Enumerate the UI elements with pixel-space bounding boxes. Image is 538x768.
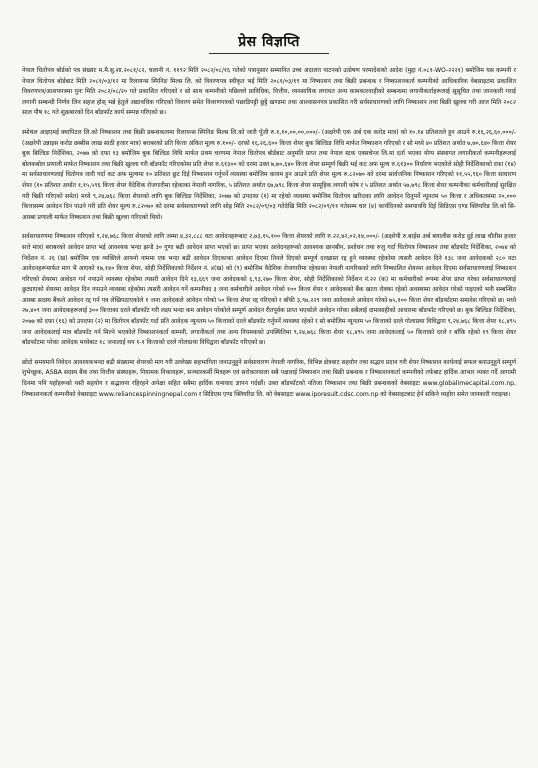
paragraph-offer-details: स्मोथल आइएमई क्यापिटल लि.को निष्काशन तथा बिक्री प्रबन्धकत्वमा रिलायन्स स्पिनिङ मिल्स लि.को जारी पूँजी रु.१,१०,००,००,०००/- (अक्षरेपी एक अर्ब एक करोड मात्र) को १०.१४ प्रतिशतले हुन आउने रु.१६,२६,६०,०००/- (अक्षरेपी उन्नाइस करोड छब्बीस लाख साठी हजार मात्र) बराबरको प्रति कित्ता अंकित मूल्य रु.१००/- दरको १६,२६,६०० कित्ता शेयर बुक बिल्डिङ विधि मार्फत निष्काशन गरिएको र सो मध्ये ४० प्रतिशत अर्थात ७,७०,६४० कित्ता शेयर बुक बिल्डिङ निर्देशिका, २०७७ को दफा १३ बमोजिम बुक बिल्डिङ विधि मार्फत प्रथम चरणमा नेपाल धितोपत्र बोर्डबाट अनुमति प्राप्त तथा नेपाल स्टक एक्सचेन्ज लि.मा दर्ता भएका योग्य संस्थागत लगानीकर्ता कम्पनीहरूलाई बोलकबोल प्रणाली मार्फत निष्काशन तथा बिक्री खुल्ला गरी बाँडफाँट गरिएकोमा प्रति शेयर रु.६१३०० को दरमा उक्त ७,७०,६४० कित्ता शेयर सम्पूर्ण बिक्री भई कट अफ मूल्य रु.६१३०० निर्धारण भएकोले सोही निर्देशिकाको दफा (१४) मा सर्वसाधारणलाई धितोपत्र जारी गर्दा कट अफ मूल्यमा १० प्रतिशत छुट दिई निष्काशन गर्नुपर्ने व्यवस्था बमोजिम कायम हुन आउने प्रति शेयर मूल्य रु.८२०७० को दरमा सार्वजनिक निष्काशन गरिएको ११,५५,९६० कित्ता साधारण शेयर (१० प्रतिशत अर्थात १,१५,५९६ कित्ता शेयर वैदेशिक रोजगारीमा रहेकाका नेपाली नागरिक, ५ प्रतिशत अर्थात ६७,७९८ कित्ता शेयर सामूहिक लगानी कोष र ५ प्रतिशत अर्थात ५७,७९८ कित्ता शेयर कम्पनीका कर्मचारीलाई सुरक्षित गरी बिक्री गरिएको समेत) मध्ये ९,२४,७६८ कित्ता शेयरको लागि बुक बिल्डिङ निर्देशिका, २०७७ को उपदफा (१) मा रहेको व्यवस्था बमोजिम धितोपत्र खरिदका लागि आवेदन दिनुपर्ने न्यूनतम ५० कित्ता र अधिकतममा २०,००० कित्तासम्म आवेदन दिन पाउने गरी प्रति शेयर मूल्य रु.८२०७० को दरमा सर्वसाधारणको लागि सोह्र मिति २०८२/०९/०३ गतेदेखि मिति २०८२/०९/११ गतेसम्म चार (४) कार्यदिनको समयावधि दिई सिडिएस एण्ड क्लियरिङ लि.को सि-आस्बा प्रणाली मार्फत निष्काशन तथा बिक्री खुल्ला गरिएको थियो। — [22, 128, 516, 221]
paragraph-intro: नेपाल धितोपत्र बोर्डको पत्र संख्याः म.मै.सु.शा.२०८१/८२, चलानी नं. ११९२ मिति २०८२/०८/१६ गतेको पत्रानुसार सम्मानित उच्च अदालत पाटनको उत्प्रेषण परमादेशको आदेश (मुद्दा नं.०८१-WO-२२२१) बमोजिम यस कम्पनी र नेपाल धितोपत्र बोर्डबाट मिति २०८१/०३/१२ मा रिलायन्स स्पिनिङ मिल्स लि. को विवरणपत्र स्वीकृत भई मिति २०८१/०३/१९ मा निष्काशन तथा बिक्री प्रबन्धक र निष्काशनकर्ता कम्पनीको आधिकारिक वेबसाइटमा प्रकाशित विवरणपत्र/आशयपत्रमा पुनः मिति २०८२/०८/२० गते प्रकाशित गरिएको र सो साथ कम्पनीको पछिल्लो प्राविधिक, वित्तीय, व्यवसायिक लगायत अन्य कामकारवाहीको सम्बन्धमा लगानीकर्ताहरूलाई सूसूचित तथा जानकारी गराई लगानी सम्बन्धी निर्णय लिन सहज होस् भन्ने हेतुले अद्यावधिक गरिएको विवरण समेत विवरणपत्रको पछाडिपट्टी छुट्टै खण्डमा तथा आश्वासनपत्र प्रकाशित गरी सर्वसाधारणको लागि निष्काशन तथा बिक्री खुल्ला गरी आज मिति २०८२ साल पौष १८ गते शुक्रबारको दिन बाँडफाँट कार्य सम्पन्न गरिएको छ। — [22, 67, 516, 117]
notice-title: प्रेस विज्ञप्ति — [209, 32, 329, 54]
paragraph-allotment: सर्वसाधारणमा निष्काशन गरिएको ९,२४,७६८ कित्ता शेयरको लागि जम्मा ४,३२,८८८ वटा आवेदनहरूबाट २,७३,१५,१०० कित्ता शेयरको लागि रु.२२,४२,०२,१४,०००/- (अक्षरेपी रु.बाईस अर्ब बयालीस करोड दुई लाख चौतीस हजार सत्ते मात्र) बराबरको आवेदन प्राप्त भई आवश्यक भन्दा झन्डै ३० गुणा बढी आवेदन प्राप्त भएको छ। प्राप्त भएका आवेदनहरूको आवश्यक छानबीन, प्रशोधन तथा रुजु गर्दा धितोपत्र निष्काशन तथा बाँडफाँट निर्देशिका, २०७४ को निर्देशन नं. २६ (ख) बमोजिम एक व्यक्तिले आफ्नो नाममा एक भन्दा बढी आवेदन दिएकाका आवेदन दिएमा तिनले दिएको सम्पूर्ण दरखास्त रद्द हुने व्यवस्था रहेकोमा त्यसरी आवेदन दिने १३८ जना आवेदकको २८० वटा आवेदनहरूमार्फत माग भै आएको १७,१४० कित्ता शेयर, सोही निर्देशिकाको निर्देशन नं. ४(ख) को (९) बमोजिम वैदेशिक रोजगारीमा रहेकाका नेपाली नागरिकको लागि निष्काशित शेयरमा आवेदन दिएमा सर्वसाधारणलाई निष्काशन गरिएको शेयरमा आवेदन गर्न नपाउने व्यवस्था रहेकोमा त्यसरी आवेदन दिने १३,६६९ जना आवेदकको ६,९३,२७० कित्ता शेयर, सोही निर्देशिकाको निर्देशन नं.२२ (क) मा कर्मचारीको रूपमा शेयर प्राप्त गरेका सर्वसाधारणलाई छुट्याएको शेयरमा आवेदन दिन नपाउने व्यवस्था रहेकोमा त्यसरी आवेदन गर्ने कम्पनीका ३ जना कर्मचारीले आवेदन गरेको १०० कित्ता शेयर र आवेदकको बैंक खाता रोक्का रहेको अवस्थामा आवेदन गरेको पाइएको भनी सम्बन्धित आस्बा सदस्य बैंकले आवेदन रद्द गर्न पत्र लेखिपठाएकोले १ जना आवेदकले आवेदन गरेको ५० कित्ता शेयर रद्द गरिएको र बाँकी ३,९७,२२९ जना आवेदकले आवेदन गरेको ७५,१०० कित्ता शेयर बाँडफाँटमा समावेश गरिएको छ। मध्ये २७,४०९ जना आवेदकहरूलाई ३०० कित्ताका दरले बाँडफाँट गरी लक्ष्य भन्दा कम आवेदन परेकोले सम्पूर्ण आवेदन रीतपूर्वक प्राप्त भएकोले आवेदन गरेका सबैलाई दामासाहीको आधारमा बाँडफाँट गरिएको छ। बुक बिल्डिङ निर्देशिका, २०७७ को दफा (१६) को उपदफा (२) मा धितोपत्र बाँडफाँट गर्दा प्रति आवेदक न्यूनतम ५० कित्ताको दरले बाँडफाँट गर्नुपर्ने व्यवस्था रहेको र सो बमोजिम न्यूनतम ५० कित्ताको दरले गोलाप्रथा विधिद्वारा ९,२४,७६८ कित्ता शेयर १८,४९५ जना आवेदकलाई मात्र बाँडफाँट गर्न मिल्ने भएकोले निष्काशनकर्ता कम्पनी, लगानीकर्ता तथा अन्य नियमकको उपस्थितिमा ९,२४,७६८ कित्ता शेयर १८,४९५ जना आवेदकलाई ५० कित्ताको दरले र बाँकि रहेको १९ कित्ता शेयर बाँडफाँटमा परेका आवेदक मध्येबाट १८ जनालाई थप १-१ कित्ताको दरले गोलाप्रथा विधिद्वारा बाँडफाँट गरिएको छ। — [22, 233, 516, 347]
paragraph-thanks: छोटो समयमानै निवेदन आवश्यकभन्दा बढी संख्यामा शेयरको माग गरी उल्लेख्य सहभागिता जनाउनुहुने सर्वसाधारण नेपाली नागरिक, विभिन्न क्षेत्रबाट सहयोग तथा सद्भाव प्रदान गरी शेयर निष्काशन कार्यलाई सफल बनाउनुहुने सम्पूर्ण शुभेच्छुक, ASBA सदस्य बैंक तथा वित्तीय संस्थाहरू, नियामक निकायहरू, सञ्चारकर्मी मित्रहरू एवं सरोकारवाला सबै पक्षलाई निष्काशन तथा बिक्री प्रबन्धक र निष्काशनकर्ता कम्पनीको तर्फबाट हार्दिक आभार व्यक्त गर्दै आगामी दिनमा पनि यहाँहरूको यस्तै सहयोग र सद्भावना रहिरहने अपेक्षा सहित सबैमा हार्दिक धन्यवाद ज्ञापन गर्दछौं। उक्त बाँडफाँटको नतिजा निष्काशन तथा बिक्री प्रबन्धकको वेबसाइटः www.globalimecapital.com.np, निष्काशनकर्ता कम्पनीको वेबसाइटः www.reliancespinningnepal.com र सिडिएस एण्ड क्लियरिङ लि. को वेबसाइटः www.iporesult.cdsc.com.np को वेबसाइटबाट हेर्न सकिने व्यहोरा समेत जानकारी गराइन्छ। — [22, 358, 516, 398]
